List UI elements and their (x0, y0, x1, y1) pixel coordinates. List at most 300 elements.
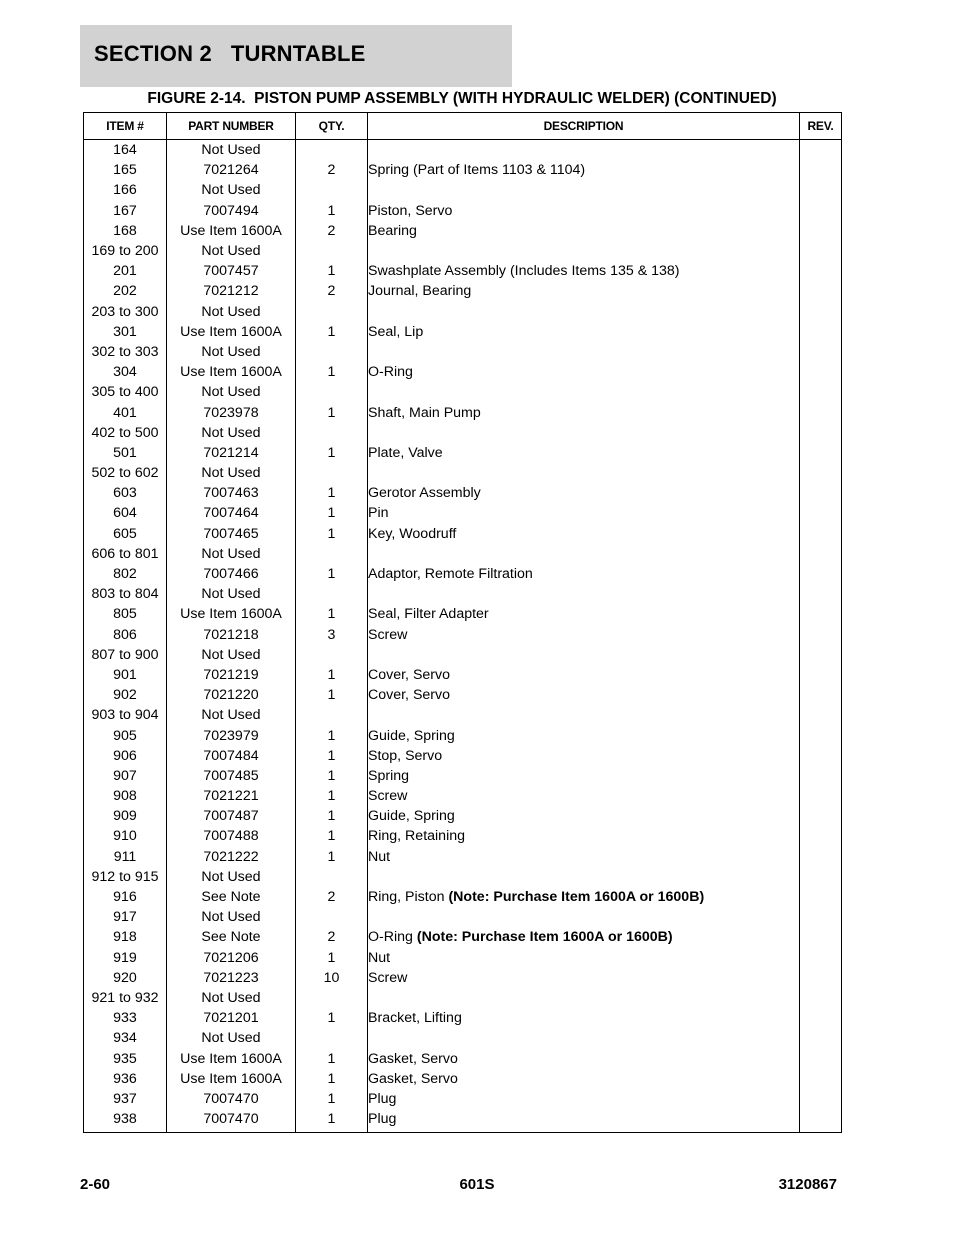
item-number-cell: 165 (84, 160, 167, 180)
table-row (84, 483, 842, 503)
description-cell (368, 281, 800, 301)
description-cell (368, 584, 800, 604)
item-number-cell: 909 (84, 806, 167, 826)
rev-cell (800, 604, 842, 624)
table-row (84, 463, 842, 483)
item-number-cell: 166 (84, 180, 167, 200)
part-number-cell: Not Used (167, 302, 296, 322)
rev-cell (800, 1048, 842, 1068)
description-cell (368, 806, 800, 826)
description-text: Piston, Servo (368, 202, 453, 219)
qty-cell (296, 988, 368, 1008)
part-number-cell: 7021201 (167, 1008, 296, 1028)
rev-cell (800, 786, 842, 806)
rev-cell (800, 1008, 842, 1028)
part-number-cell: Not Used (167, 988, 296, 1008)
table-row (84, 423, 842, 443)
table-row (84, 806, 842, 826)
item-number-cell: 605 (84, 524, 167, 544)
table-header-row (84, 113, 842, 140)
qty-cell: 2 (296, 887, 368, 907)
item-number-cell: 606 to 801 (84, 544, 167, 564)
part-number-cell: Not Used (167, 382, 296, 402)
item-number-cell: 604 (84, 503, 167, 523)
part-number-cell: Not Used (167, 867, 296, 887)
qty-cell: 1 (296, 847, 368, 867)
description-text: Nut (368, 848, 391, 865)
part-number-cell: Not Used (167, 645, 296, 665)
item-number-cell: 304 (84, 362, 167, 382)
description-cell (368, 645, 800, 665)
section-header (80, 25, 512, 87)
filler-cell (296, 1129, 368, 1132)
rev-cell (800, 867, 842, 887)
rev-cell (800, 625, 842, 645)
qty-cell (296, 180, 368, 200)
figure-title: FIGURE 2-14. PISTON PUMP ASSEMBLY (WITH HYDRAULIC WELDER) (CONTINUED) (147, 90, 777, 107)
item-number-cell: 203 to 300 (84, 302, 167, 322)
part-number-cell: 7021220 (167, 685, 296, 705)
item-number-cell: 907 (84, 766, 167, 786)
table-row (84, 261, 842, 281)
rev-cell (800, 705, 842, 725)
qty-cell: 1 (296, 564, 368, 584)
description-text: Seal, Filter Adapter (368, 606, 489, 623)
qty-cell: 1 (296, 322, 368, 342)
header-rev: REV. (800, 113, 842, 140)
description-text: Screw (368, 969, 408, 986)
qty-cell (296, 140, 368, 161)
rev-cell (800, 382, 842, 402)
item-number-cell: 903 to 904 (84, 705, 167, 725)
rev-cell (800, 645, 842, 665)
part-number-cell: 7021206 (167, 948, 296, 968)
part-number-cell: 7007494 (167, 201, 296, 221)
rev-cell (800, 241, 842, 261)
rev-cell (800, 503, 842, 523)
description-cell (368, 382, 800, 402)
rev-cell (800, 746, 842, 766)
item-number-cell: 164 (84, 140, 167, 161)
part-number-cell: 7007485 (167, 766, 296, 786)
qty-cell: 1 (296, 725, 368, 745)
qty-cell: 1 (296, 362, 368, 382)
part-number-cell: Not Used (167, 140, 296, 161)
description-cell (368, 705, 800, 725)
rev-cell (800, 847, 842, 867)
part-number-cell: 7021219 (167, 665, 296, 685)
part-number-cell: Not Used (167, 544, 296, 564)
item-number-cell: 168 (84, 221, 167, 241)
part-number-cell: 7007488 (167, 826, 296, 846)
description-text: Guide, Spring (368, 808, 455, 825)
description-cell (368, 665, 800, 685)
description-cell (368, 948, 800, 968)
rev-cell (800, 584, 842, 604)
description-note: (Note: Purchase Item 1600A or 1600B) (416, 929, 673, 946)
part-number-cell: See Note (167, 927, 296, 947)
description-cell (368, 1069, 800, 1089)
qty-cell: 1 (296, 1048, 368, 1068)
item-number-cell: 302 to 303 (84, 342, 167, 362)
item-number-cell: 301 (84, 322, 167, 342)
table-row (84, 584, 842, 604)
filler-cell (800, 1129, 842, 1132)
rev-cell (800, 261, 842, 281)
description-cell (368, 463, 800, 483)
table-row (84, 382, 842, 402)
description-cell (368, 423, 800, 443)
table-row (84, 281, 842, 301)
rev-cell (800, 342, 842, 362)
item-number-cell: 502 to 602 (84, 463, 167, 483)
item-number-cell: 933 (84, 1008, 167, 1028)
rev-cell (800, 927, 842, 947)
description-cell (368, 786, 800, 806)
table-row (84, 180, 842, 200)
table-row (84, 1089, 842, 1109)
description-text: Swashplate Assembly (Includes Items 135 & 138) (368, 263, 680, 280)
qty-cell (296, 1028, 368, 1048)
qty-cell: 1 (296, 746, 368, 766)
description-cell (368, 524, 800, 544)
qty-cell: 1 (296, 665, 368, 685)
part-number-cell: 7021222 (167, 847, 296, 867)
description-text: Gasket, Servo (368, 1050, 458, 1067)
part-number-cell: Not Used (167, 180, 296, 200)
item-number-cell: 802 (84, 564, 167, 584)
item-number-cell: 905 (84, 725, 167, 745)
table-body (84, 140, 842, 1133)
table-row (84, 786, 842, 806)
description-text: Guide, Spring (368, 727, 455, 744)
description-cell (368, 180, 800, 200)
rev-cell (800, 725, 842, 745)
qty-cell: 1 (296, 402, 368, 422)
rev-cell (800, 483, 842, 503)
description-text: Key, Woodruff (368, 525, 457, 542)
qty-cell: 1 (296, 201, 368, 221)
description-cell (368, 261, 800, 281)
part-number-cell: Not Used (167, 1028, 296, 1048)
item-number-cell: 920 (84, 968, 167, 988)
description-cell (368, 988, 800, 1008)
qty-cell: 10 (296, 968, 368, 988)
item-number-cell: 918 (84, 927, 167, 947)
description-text: Screw (368, 788, 408, 805)
table-row (84, 604, 842, 624)
section-title: SECTION 2 TURNTABLE (94, 41, 366, 66)
qty-cell (296, 423, 368, 443)
description-text: Adaptor, Remote Filtration (368, 566, 533, 583)
item-number-cell: 908 (84, 786, 167, 806)
part-number-cell: Not Used (167, 463, 296, 483)
footer-model: 601S (459, 1176, 495, 1193)
qty-cell: 1 (296, 503, 368, 523)
qty-cell: 1 (296, 261, 368, 281)
part-number-cell: Not Used (167, 342, 296, 362)
item-number-cell: 603 (84, 483, 167, 503)
item-number-cell: 911 (84, 847, 167, 867)
qty-cell (296, 382, 368, 402)
table-row (84, 201, 842, 221)
part-number-cell: See Note (167, 887, 296, 907)
description-cell (368, 1048, 800, 1068)
description-text: Seal, Lip (368, 323, 424, 340)
rev-cell (800, 887, 842, 907)
qty-cell (296, 342, 368, 362)
rev-cell (800, 665, 842, 685)
part-number-cell: 7023979 (167, 725, 296, 745)
table-row (84, 705, 842, 725)
rev-cell (800, 766, 842, 786)
part-number-cell: 7021221 (167, 786, 296, 806)
part-number-cell: Not Used (167, 423, 296, 443)
filler-cell (84, 1129, 167, 1132)
part-number-cell: 7007464 (167, 503, 296, 523)
rev-cell (800, 826, 842, 846)
table-row (84, 564, 842, 584)
part-number-cell: 7007487 (167, 806, 296, 826)
qty-cell: 1 (296, 766, 368, 786)
rev-cell (800, 362, 842, 382)
description-text: Pin (368, 505, 389, 522)
item-number-cell: 806 (84, 625, 167, 645)
part-number-cell: 7021223 (167, 968, 296, 988)
qty-cell (296, 544, 368, 564)
description-text: Ring, Piston (368, 889, 449, 906)
item-number-cell: 401 (84, 402, 167, 422)
table-row (84, 140, 842, 161)
table-row (84, 1048, 842, 1068)
qty-cell (296, 584, 368, 604)
description-text: Journal, Bearing (368, 283, 472, 300)
description-cell (368, 867, 800, 887)
qty-cell (296, 705, 368, 725)
table-row (84, 402, 842, 422)
parts-table (83, 112, 842, 1133)
part-number-cell: Use Item 1600A (167, 221, 296, 241)
part-number-cell: 7007466 (167, 564, 296, 584)
table-row (84, 867, 842, 887)
rev-cell (800, 988, 842, 1008)
table-row (84, 907, 842, 927)
qty-cell: 1 (296, 806, 368, 826)
description-text: Plug (368, 1090, 397, 1107)
rev-cell (800, 160, 842, 180)
header-part-number: PART NUMBER (167, 113, 296, 140)
filler-cell (368, 1129, 800, 1132)
rev-cell (800, 1069, 842, 1089)
part-number-cell: Not Used (167, 584, 296, 604)
description-cell (368, 685, 800, 705)
description-text: Spring (368, 767, 410, 784)
table-row (84, 524, 842, 544)
part-number-cell: Use Item 1600A (167, 604, 296, 624)
footer-doc-number: 3120867 (778, 1176, 837, 1193)
item-number-cell: 910 (84, 826, 167, 846)
rev-cell (800, 221, 842, 241)
part-number-cell: 7023978 (167, 402, 296, 422)
qty-cell: 1 (296, 786, 368, 806)
table-row (84, 1109, 842, 1129)
part-number-cell: 7021218 (167, 625, 296, 645)
description-cell (368, 362, 800, 382)
rev-cell (800, 140, 842, 161)
item-number-cell: 807 to 900 (84, 645, 167, 665)
rev-cell (800, 948, 842, 968)
table-row (84, 221, 842, 241)
description-cell (368, 1109, 800, 1129)
filler-cell (167, 1129, 296, 1132)
description-cell (368, 443, 800, 463)
description-cell (368, 140, 800, 161)
item-number-cell: 937 (84, 1089, 167, 1109)
description-cell (368, 625, 800, 645)
description-note: (Note: Purchase Item 1600A or 1600B) (448, 889, 705, 906)
table-row (84, 927, 842, 947)
description-text: O-Ring (368, 364, 413, 381)
description-text: Cover, Servo (368, 666, 451, 683)
qty-cell (296, 907, 368, 927)
item-number-cell: 906 (84, 746, 167, 766)
item-number-cell: 501 (84, 443, 167, 463)
description-cell (368, 503, 800, 523)
description-cell (368, 927, 800, 947)
rev-cell (800, 907, 842, 927)
part-number-cell: 7007463 (167, 483, 296, 503)
table-row (84, 160, 842, 180)
item-number-cell: 902 (84, 685, 167, 705)
description-cell (368, 907, 800, 927)
table-row (84, 1028, 842, 1048)
rev-cell (800, 685, 842, 705)
qty-cell: 1 (296, 443, 368, 463)
part-number-cell: Use Item 1600A (167, 322, 296, 342)
description-cell (368, 302, 800, 322)
qty-cell: 2 (296, 160, 368, 180)
header-item: ITEM # (84, 113, 167, 140)
table-row (84, 685, 842, 705)
rev-cell (800, 1089, 842, 1109)
description-cell (368, 826, 800, 846)
qty-cell (296, 302, 368, 322)
qty-cell: 1 (296, 685, 368, 705)
description-cell (368, 604, 800, 624)
description-cell (368, 564, 800, 584)
part-number-cell: 7007457 (167, 261, 296, 281)
part-number-cell: 7007484 (167, 746, 296, 766)
rev-cell (800, 201, 842, 221)
description-cell (368, 322, 800, 342)
item-number-cell: 901 (84, 665, 167, 685)
item-number-cell: 167 (84, 201, 167, 221)
item-number-cell: 938 (84, 1109, 167, 1129)
description-cell (368, 746, 800, 766)
qty-cell: 1 (296, 524, 368, 544)
description-text: Bearing (368, 222, 417, 239)
item-number-cell: 917 (84, 907, 167, 927)
item-number-cell: 201 (84, 261, 167, 281)
description-cell (368, 241, 800, 261)
qty-cell: 1 (296, 1089, 368, 1109)
rev-cell (800, 443, 842, 463)
table-row (84, 342, 842, 362)
rev-cell (800, 806, 842, 826)
item-number-cell: 402 to 500 (84, 423, 167, 443)
table-row (84, 725, 842, 745)
item-number-cell: 936 (84, 1069, 167, 1089)
table-row (84, 1069, 842, 1089)
header-description: DESCRIPTION (368, 113, 800, 140)
item-number-cell: 912 to 915 (84, 867, 167, 887)
table-row (84, 887, 842, 907)
qty-cell: 2 (296, 221, 368, 241)
description-text: Stop, Servo (368, 747, 443, 764)
table-row (84, 645, 842, 665)
description-cell (368, 483, 800, 503)
part-number-cell: 7021264 (167, 160, 296, 180)
description-cell (368, 766, 800, 786)
description-text: Spring (Part of Items 1103 & 1104) (368, 162, 586, 179)
table-filler-row (84, 1129, 842, 1132)
description-text: Plug (368, 1111, 397, 1128)
table-row (84, 241, 842, 261)
qty-cell (296, 241, 368, 261)
description-cell (368, 847, 800, 867)
table-row (84, 302, 842, 322)
description-cell (368, 725, 800, 745)
rev-cell (800, 564, 842, 584)
qty-cell: 1 (296, 1008, 368, 1028)
table-row (84, 625, 842, 645)
qty-cell: 2 (296, 927, 368, 947)
part-number-cell: 7007470 (167, 1089, 296, 1109)
description-cell (368, 402, 800, 422)
description-cell (368, 544, 800, 564)
item-number-cell: 919 (84, 948, 167, 968)
item-number-cell: 169 to 200 (84, 241, 167, 261)
description-cell (368, 221, 800, 241)
description-text: Gasket, Servo (368, 1070, 458, 1087)
item-number-cell: 305 to 400 (84, 382, 167, 402)
rev-cell (800, 463, 842, 483)
item-number-cell: 202 (84, 281, 167, 301)
rev-cell (800, 402, 842, 422)
qty-cell (296, 867, 368, 887)
table-row (84, 847, 842, 867)
description-text: Ring, Retaining (368, 828, 466, 845)
header-qty: QTY. (296, 113, 368, 140)
description-text: Screw (368, 626, 408, 643)
rev-cell (800, 302, 842, 322)
description-cell (368, 160, 800, 180)
rev-cell (800, 1028, 842, 1048)
rev-cell (800, 423, 842, 443)
description-text: Gerotor Assembly (368, 485, 481, 502)
description-cell (368, 1089, 800, 1109)
qty-cell: 1 (296, 948, 368, 968)
description-cell (368, 342, 800, 362)
description-cell (368, 1028, 800, 1048)
qty-cell (296, 645, 368, 665)
description-cell (368, 1008, 800, 1028)
qty-cell: 1 (296, 1109, 368, 1129)
qty-cell: 2 (296, 281, 368, 301)
item-number-cell: 934 (84, 1028, 167, 1048)
table-row (84, 362, 842, 382)
footer-page-number: 2-60 (80, 1176, 111, 1193)
